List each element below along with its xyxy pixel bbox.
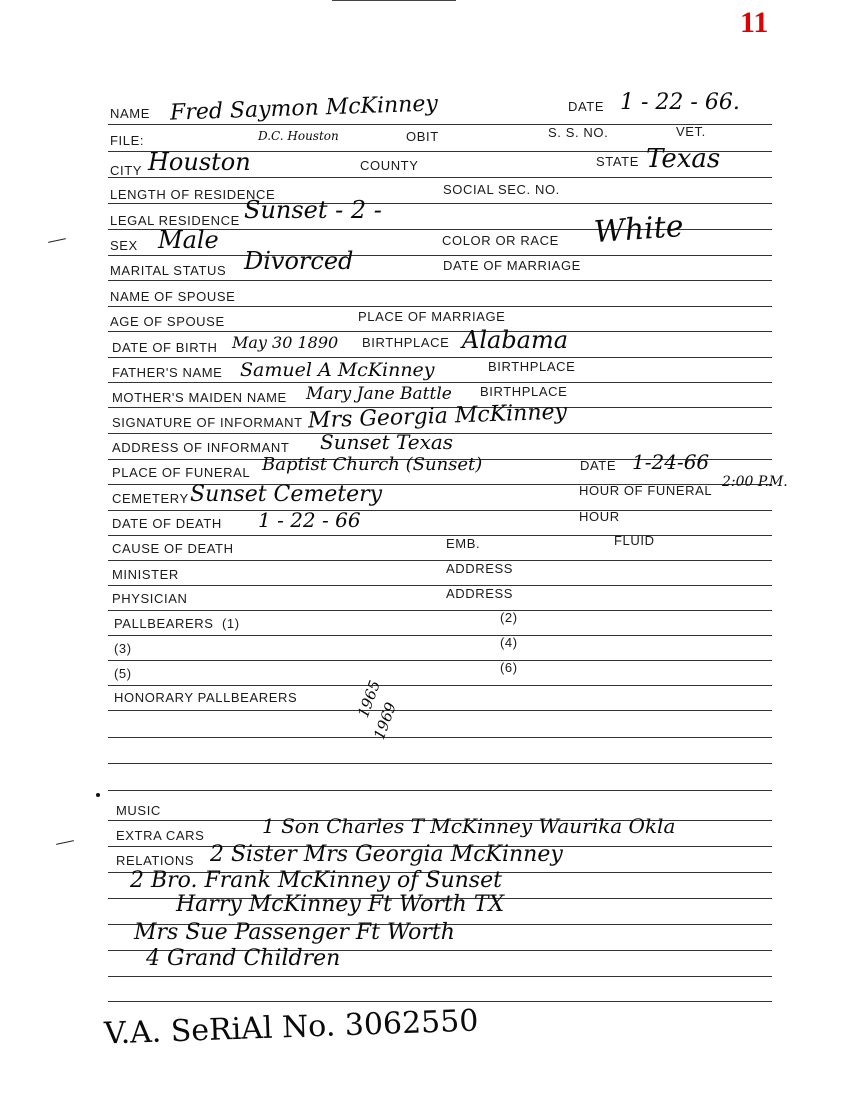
rule xyxy=(108,685,772,686)
label-ss-no: S. S. NO. xyxy=(548,125,609,140)
entry-footer-serial: V.A. SeRiAl No. 3062550 xyxy=(103,1003,479,1052)
entry-sex: Male xyxy=(158,226,219,254)
label-emb: EMB. xyxy=(446,536,481,551)
rule xyxy=(108,610,772,611)
label-minister-address: ADDRESS xyxy=(446,561,514,576)
rule xyxy=(108,306,772,307)
entry-honorary-note-a: 1965 xyxy=(354,677,385,721)
label-pallbearer-3: (3) xyxy=(114,641,132,656)
label-county: COUNTY xyxy=(360,158,419,173)
label-hour-of-funeral: HOUR OF FUNERAL xyxy=(579,483,713,498)
label-address-of-informant: ADDRESS OF INFORMANT xyxy=(112,440,290,455)
entry-date: 1 - 22 - 66. xyxy=(620,90,740,115)
entry-fathers-name: Samuel A McKinney xyxy=(240,359,435,381)
label-name-of-spouse: NAME OF SPOUSE xyxy=(110,289,236,304)
entry-place-of-funeral: Baptist Church (Sunset) xyxy=(262,454,483,475)
entry-honorary-note-b: 1969 xyxy=(370,699,401,743)
margin-mark xyxy=(48,238,66,243)
entry-signature-of-informant: Mrs Georgia McKinney xyxy=(307,399,568,434)
label-place-of-funeral: PLACE OF FUNERAL xyxy=(112,465,251,480)
label-pallbearer-4: (4) xyxy=(500,635,518,650)
rule xyxy=(108,790,772,791)
label-city: CITY xyxy=(110,163,143,178)
label-physician-address: ADDRESS xyxy=(446,586,514,601)
label-mothers-maiden-name: MOTHER'S MAIDEN NAME xyxy=(112,390,287,405)
label-cemetery: CEMETERY xyxy=(112,491,189,506)
label-fluid: FLUID xyxy=(614,533,655,548)
entry-relations-3: Harry McKinney Ft Worth TX xyxy=(176,892,505,917)
entry-relations-4: Mrs Sue Passenger Ft Worth xyxy=(134,920,455,945)
label-obit: OBIT xyxy=(406,129,439,144)
rule xyxy=(108,382,772,383)
entry-state: Texas xyxy=(646,144,721,174)
entry-extra-cars: 1 Son Charles T McKinney Waurika Okla xyxy=(262,814,676,838)
rule xyxy=(108,737,772,738)
rule xyxy=(108,763,772,764)
label-place-of-marriage: PLACE OF MARRIAGE xyxy=(358,309,506,324)
label-honorary-pallbearers: HONORARY PALLBEARERS xyxy=(114,690,298,705)
label-fathers-birthplace: BIRTHPLACE xyxy=(488,359,576,374)
page-number: 11 xyxy=(740,6,769,39)
rule xyxy=(108,177,772,178)
margin-dot xyxy=(96,793,100,797)
entry-city: Houston xyxy=(148,148,251,176)
label-file: FILE: xyxy=(110,133,145,148)
label-pallbearer-2: (2) xyxy=(500,610,518,625)
entry-mothers-maiden-name: Mary Jane Battle xyxy=(306,384,452,404)
rule xyxy=(108,976,772,977)
rule xyxy=(108,535,772,536)
rule xyxy=(108,255,772,256)
entry-cemetery: Sunset Cemetery xyxy=(190,482,383,507)
entry-funeral-date: 1-24-66 xyxy=(632,450,710,474)
label-date-of-death: DATE OF DEATH xyxy=(112,516,222,531)
rule xyxy=(108,560,772,561)
label-pallbearer-6: (6) xyxy=(500,660,518,675)
entry-legal-residence: Sunset - 2 - xyxy=(244,196,382,224)
label-date-of-marriage: DATE OF MARRIAGE xyxy=(443,258,581,273)
entry-date-of-birth: May 30 1890 xyxy=(232,333,339,352)
entry-birthplace: Alabama xyxy=(462,326,569,354)
label-relations: RELATIONS xyxy=(116,853,195,868)
rule xyxy=(108,331,772,332)
entry-hour-of-funeral: 2:00 P.M. xyxy=(722,474,788,490)
label-legal-residence: LEGAL RESIDENCE xyxy=(110,213,240,228)
top-edge-line xyxy=(332,0,456,1)
entry-relations-2: 2 Bro. Frank McKinney of Sunset xyxy=(130,868,502,893)
label-extra-cars: EXTRA CARS xyxy=(116,828,205,843)
rule xyxy=(108,203,772,204)
label-color-or-race: COLOR OR RACE xyxy=(442,233,559,248)
label-minister: MINISTER xyxy=(112,567,179,582)
rule xyxy=(108,280,772,281)
rule xyxy=(108,357,772,358)
label-physician: PHYSICIAN xyxy=(112,591,188,606)
label-pallbearer-5: (5) xyxy=(114,666,132,681)
label-fathers-name: FATHER'S NAME xyxy=(112,365,223,380)
label-pallbearer-1: (1) xyxy=(222,616,240,631)
label-hour: HOUR xyxy=(579,509,620,524)
entry-relations-5: 4 Grand Children xyxy=(146,946,341,971)
label-sex: SEX xyxy=(110,238,138,253)
rule xyxy=(108,635,772,636)
entry-file: D.C. Houston xyxy=(258,129,339,143)
margin-mark xyxy=(56,840,74,845)
label-social-sec-no: SOCIAL SEC. NO. xyxy=(443,182,560,197)
label-state: STATE xyxy=(596,154,639,169)
rule xyxy=(108,510,772,511)
entry-relations-1: 2 Sister Mrs Georgia McKinney xyxy=(210,842,563,867)
rule xyxy=(108,1001,772,1002)
entry-name: Fred Saymon McKinney xyxy=(169,91,439,126)
rule xyxy=(108,660,772,661)
entry-marital-status: Divorced xyxy=(244,247,354,275)
label-date: DATE xyxy=(568,99,605,114)
label-age-of-spouse: AGE OF SPOUSE xyxy=(110,314,225,329)
label-marital-status: MARITAL STATUS xyxy=(110,263,227,278)
label-vet: VET. xyxy=(676,124,706,139)
label-length-of-residence: LENGTH OF RESIDENCE xyxy=(110,187,276,202)
label-birthplace: BIRTHPLACE xyxy=(362,335,450,350)
entry-address-of-informant: Sunset Texas xyxy=(320,430,454,454)
entry-date-of-death: 1 - 22 - 66 xyxy=(258,508,361,532)
label-mothers-birthplace: BIRTHPLACE xyxy=(480,384,568,399)
label-music: MUSIC xyxy=(116,803,161,818)
label-name: NAME xyxy=(110,106,150,121)
entry-color-or-race: White xyxy=(592,208,685,251)
label-date-of-birth: DATE OF BIRTH xyxy=(112,340,218,355)
label-signature-of-informant: SIGNATURE OF INFORMANT xyxy=(112,415,303,430)
rule xyxy=(108,585,772,586)
rule xyxy=(108,710,772,711)
label-cause-of-death: CAUSE OF DEATH xyxy=(112,541,234,556)
label-funeral-date: DATE xyxy=(580,458,617,473)
label-pallbearers: PALLBEARERS xyxy=(114,616,214,631)
